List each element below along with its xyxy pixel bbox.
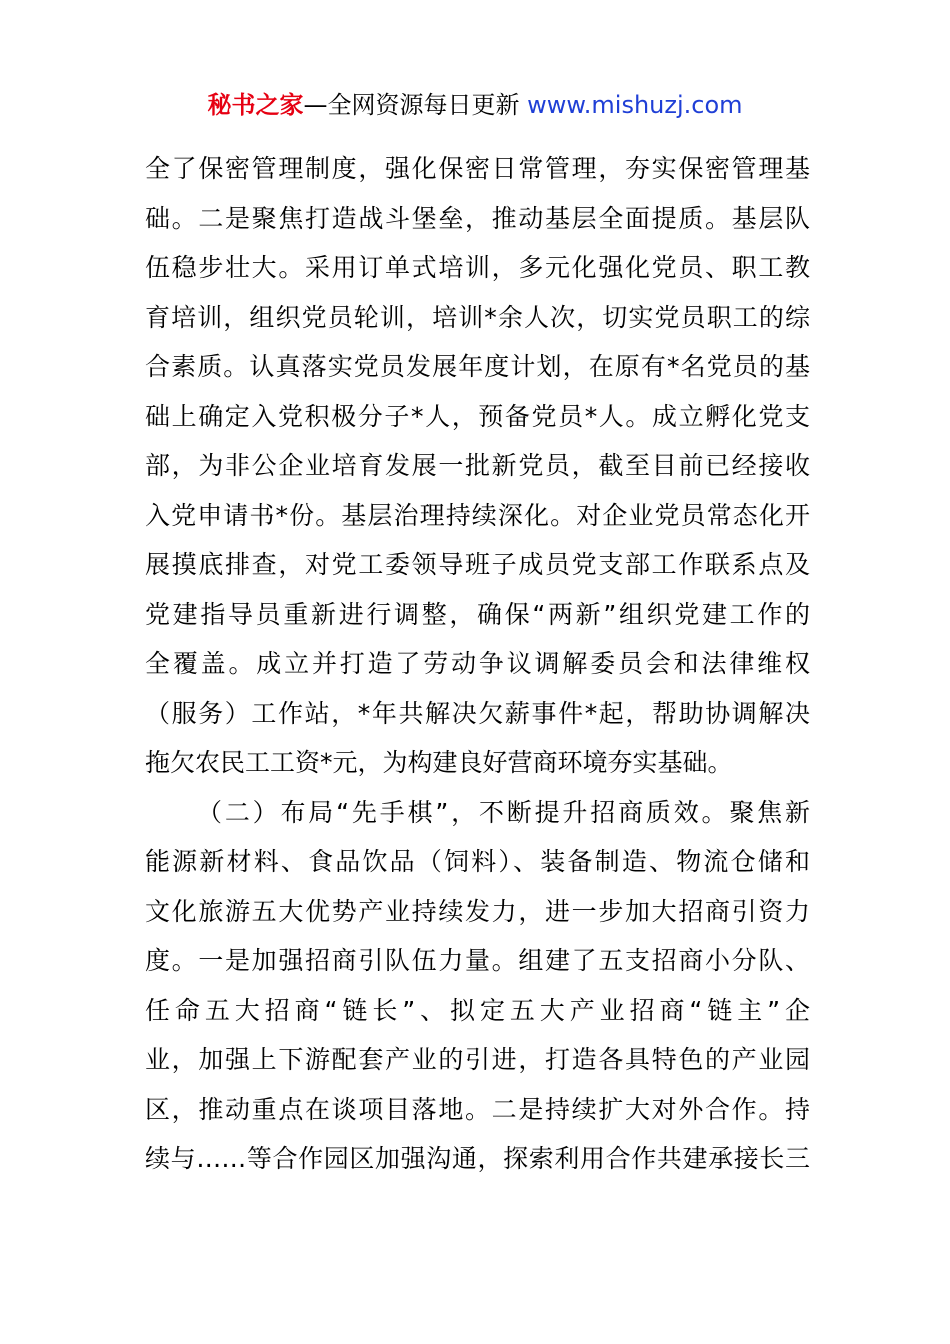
text-line: 展摸底排查，对党工委领导班子成员党支部工作联系点及 — [145, 550, 810, 579]
text-line: 础。二是聚焦打造战斗堡垒，推动基层全面提质。基层队 — [145, 203, 810, 233]
paragraph-end-line: 拖欠农民工工资*元，为构建良好营商环境夯实基础。 — [145, 748, 733, 777]
text-line: 任命五大招商“链长”、拟定五大产业招商“链主”企 — [145, 995, 810, 1025]
page-header — [0, 88, 950, 122]
text-line: 文化旅游五大优势产业持续发力，进一步加大招商引资力 — [145, 896, 810, 926]
site-brand[interactable]: 秘书之家 — [207, 91, 304, 119]
document-body — [145, 144, 810, 1184]
text-line: 能源新材料、食品饮品（饲料）、装备制造、物流仓储和 — [145, 847, 810, 876]
text-line: 部，为非公企业培育发展一批新党员，截至目前已经接收 — [145, 451, 810, 480]
text-line: 础上确定入党积极分子*人，预备党员*人。成立孵化党支 — [145, 401, 810, 431]
text-line: 续与……等合作园区加强沟通，探索利用合作共建承接长三 — [145, 1144, 810, 1173]
text-line: 党建指导员重新进行调整，确保“两新”组织党建工作的 — [145, 599, 810, 629]
text-line: 全了保密管理制度，强化保密日常管理，夯实保密管理基 — [145, 154, 810, 183]
text-line: 区，推动重点在谈项目落地。二是持续扩大对外合作。持 — [145, 1094, 810, 1124]
section-heading-line: （二）布局“先手棋”，不断提升招商质效。聚焦新 — [197, 797, 810, 827]
site-tagline: —全网资源每日更新 — [303, 91, 520, 119]
text-line: 全覆盖。成立并打造了劳动争议调解委员会和法律维权 — [145, 649, 810, 678]
text-line: 入党申请书*份。基层治理持续深化。对企业党员常态化开 — [145, 500, 810, 530]
text-line: 业，加强上下游配套产业的引进，打造各具特色的产业园 — [145, 1045, 810, 1074]
site-url-link[interactable]: www.mishuzj.com — [527, 91, 743, 119]
text-line: 度。一是加强招商引队伍力量。组建了五支招商小分队、 — [145, 946, 810, 975]
text-line: （服务）工作站，*年共解决欠薪事件*起，帮助协调解决 — [145, 698, 810, 728]
text-line: 伍稳步壮大。采用订单式培训，多元化强化党员、职工教 — [145, 253, 810, 282]
text-line: 合素质。认真落实党员发展年度计划，在原有*名党员的基 — [145, 352, 810, 381]
text-line: 育培训，组织党员轮训，培训*余人次，切实党员职工的综 — [145, 302, 810, 332]
